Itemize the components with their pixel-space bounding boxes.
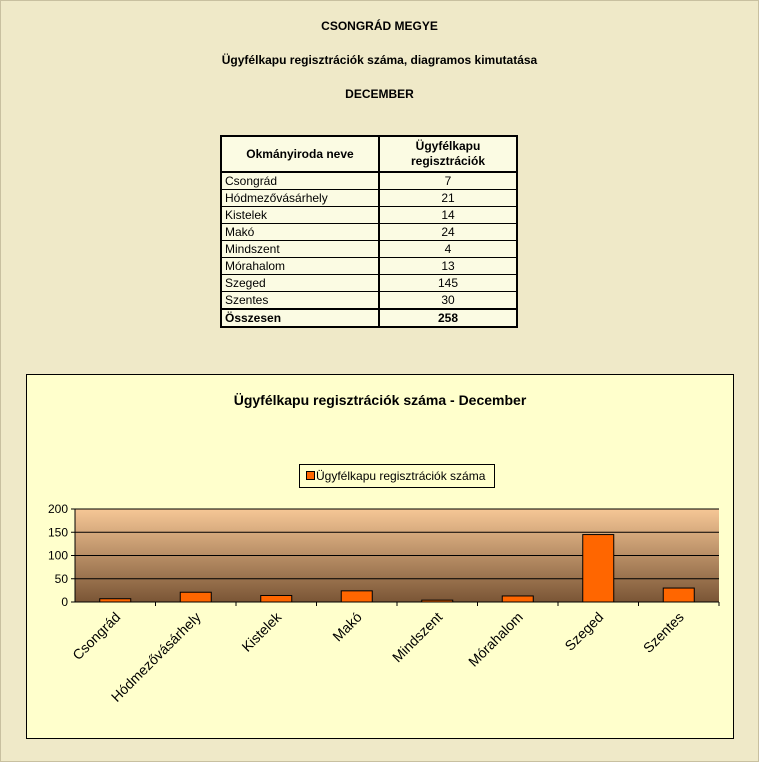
y-tick-label: 200	[47, 502, 68, 516]
office-name-cell: Szentes	[221, 292, 379, 310]
bar-4	[422, 600, 453, 602]
registrations-cell: 145	[379, 275, 517, 292]
chart-title: Ügyfélkapu regisztrációk száma - December	[233, 392, 527, 408]
report-subtitle: Ügyfélkapu regisztrációk száma, diagramos kimutatása	[221, 53, 538, 67]
table-body	[221, 172, 517, 327]
y-tick-label: 50	[54, 571, 68, 586]
bar-chart-plot	[27, 375, 733, 738]
bar-0	[100, 599, 131, 602]
x-tick-label: Kistelek	[238, 608, 285, 655]
table-row	[221, 275, 517, 292]
county-heading: CSONGRÁD MEGYE	[321, 19, 438, 33]
office-name-cell: Hódmezővásárhely	[221, 190, 379, 207]
registrations-cell: 7	[379, 172, 517, 190]
total-label-cell: Összesen	[221, 309, 379, 327]
x-tick-label: Makó	[329, 608, 365, 645]
y-tick-label: 150	[47, 525, 68, 540]
month-heading: DECEMBER	[345, 87, 414, 101]
header-office-name: Okmányiroda neve	[221, 136, 379, 172]
table-row	[221, 241, 517, 258]
office-name-cell: Szeged	[221, 275, 379, 292]
chart-area	[26, 374, 734, 739]
registrations-table	[220, 135, 518, 328]
registrations-cell: 4	[379, 241, 517, 258]
office-name-cell: Kistelek	[221, 207, 379, 224]
y-tick-label: 0	[61, 595, 68, 609]
registrations-cell: 30	[379, 292, 517, 310]
registrations-cell: 24	[379, 224, 517, 241]
table-row	[221, 190, 517, 207]
header-registrations: Ügyfélkapu regisztrációk	[379, 136, 517, 172]
legend-label: Ügyfélkapu regisztrációk száma	[316, 469, 486, 483]
bar-1	[180, 592, 211, 602]
registrations-cell: 13	[379, 258, 517, 275]
x-tick-label: Szeged	[561, 608, 607, 654]
x-tick-label: Csongrád	[69, 608, 124, 664]
office-name-cell: Mindszent	[221, 241, 379, 258]
x-tick-label: Hódmezővásárhely	[107, 608, 204, 705]
y-tick-label: 100	[47, 548, 68, 563]
x-tick-label: Mindszent	[388, 608, 446, 666]
x-tick-label: Mórahalom	[465, 608, 526, 670]
x-tick-label: Szentes	[639, 608, 687, 656]
registrations-cell: 21	[379, 190, 517, 207]
table-header-row	[221, 136, 517, 172]
table-row	[221, 172, 517, 190]
office-name-cell: Mórahalom	[221, 258, 379, 275]
bar-7	[663, 588, 694, 602]
table-row	[221, 258, 517, 275]
bar-6	[583, 535, 614, 602]
table-total-row	[221, 309, 517, 327]
office-name-cell: Makó	[221, 224, 379, 241]
bar-5	[502, 596, 533, 602]
total-value-cell: 258	[379, 309, 517, 327]
bar-3	[341, 591, 372, 602]
table-row	[221, 292, 517, 310]
table-row	[221, 224, 517, 241]
registrations-cell: 14	[379, 207, 517, 224]
bar-2	[261, 595, 292, 602]
table-row	[221, 207, 517, 224]
office-name-cell: Csongrád	[221, 172, 379, 190]
